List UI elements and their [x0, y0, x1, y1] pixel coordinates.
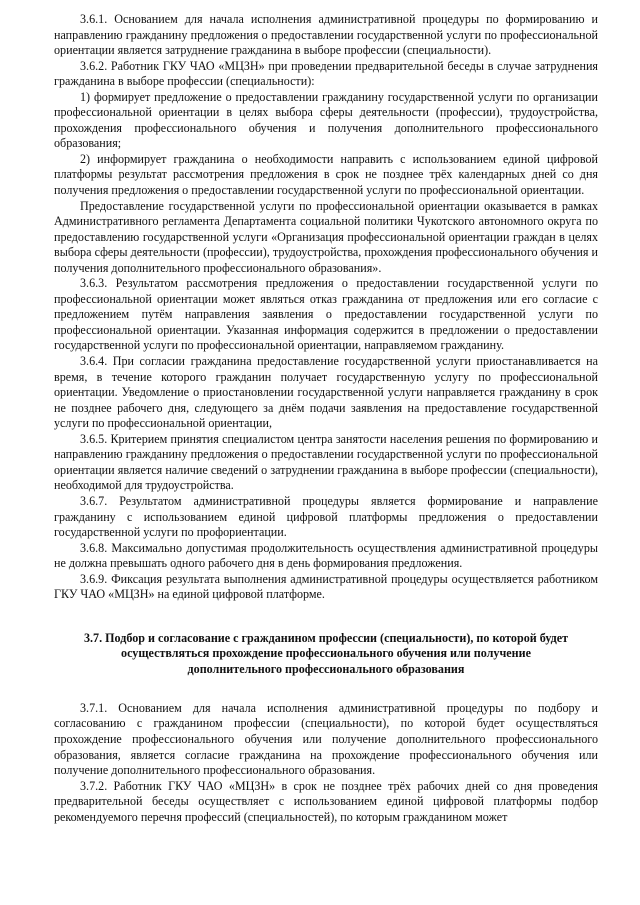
paragraph-3-7-1: 3.7.1. Основанием для начала исполнения административной процедуры по подбору и согласованию с гражданином профессии (специальности), по которой будет осуществляться прохождение профессионального обучения или получение дополнительного профессионального образования, является согласие гражданина на прохождение профессионального обучения или получение дополнительного профессионального образования.	[54, 700, 598, 778]
paragraph-3-6-7: 3.6.7. Результатом административной процедуры является формирование и направление гражданину с использованием единой цифровой платформы предложения о предоставлении государственной услуги по профориентации.	[54, 493, 598, 540]
paragraph-3-6-1: 3.6.1. Основанием для начала исполнения административной процедуры по формированию и направлению гражданину предложения о предоставлении государственной услуги по профессиональной ориентации является затруднение гражданина в выборе профессии (специальности).	[54, 12, 598, 58]
paragraph-3-6-9: 3.6.9. Фиксация результата выполнения административной процедуры осуществляется работником ГКУ ЧАО «МЦЗН» на единой цифровой платформе.	[54, 571, 598, 602]
section-heading-3-7: 3.7. Подбор и согласование с гражданином профессии (специальности), по которой будет осуществляться прохождение профессионального обучения или получение дополнительного профессионального образования	[83, 630, 569, 677]
list-item-1: 1) формирует предложение о предоставлении гражданину государственной услуги по организации профессиональной ориентации в целях выбора сферы деятельности (профессии), трудоустройства, прохождения профессионального обучения и получения дополнительного профессионального образования;	[54, 89, 598, 151]
paragraph-3-6-3: 3.6.3. Результатом рассмотрения предложения о предоставлении государственной услуги по профессиональной ориентации может являться отказ гражданина от предложения или его согласие с предложением путём направления заявления о предоставлении государственной услуги по профессиональной ориентации. Указанная информация содержится в предложении о предоставлении государственной услуги по профессиональной ориентации, направляемом гражданину.	[54, 276, 598, 353]
paragraph-3-6-5: 3.6.5. Критерием принятия специалистом центра занятости населения решения по формированию и направлению гражданину предложения о предоставлении государственной услуги по профессиональной ориентации является наличие сведений о затруднении гражданина в выборе профессии (специальности), необходимой для трудоустройства.	[54, 431, 598, 493]
paragraph-3-6-8: 3.6.8. Максимально допустимая продолжительность осуществления административной процедуры не должна превышать одного рабочего дня в день формирования предложения.	[54, 540, 598, 571]
document-page	[54, 12, 598, 825]
list-item-2: 2) информирует гражданина о необходимости направить с использованием единой цифровой платформы результат рассмотрения предложения в срок не позднее трёх календарных дней со дня получения предложения о предоставлении государственной услуги по профессиональной ориентации.	[54, 151, 598, 198]
paragraph-3-6-4: 3.6.4. При согласии гражданина предоставление государственной услуги приостанавливается на время, в течение которого гражданин получает государственную услугу по профессиональной ориентации. Уведомление о приостановлении государственной услуги направляется гражданину в срок не позднее рабочего дня, следующего за днём подачи заявления на предоставление государственной услуги по профессиональной ориентации,	[54, 354, 598, 431]
paragraph-3-7-2: 3.7.2. Работник ГКУ ЧАО «МЦЗН» в срок не позднее трёх рабочих дней со дня проведения предварительной беседы осуществляет с использованием единой цифровой платформы подбор рекомендуемого перечня профессий (специальностей), по которым гражданином может	[54, 778, 598, 824]
paragraph-regulation-reference: Предоставление государственной услуги по профессиональной ориентации оказывается в рамках Административного регламента Департамента социальной политики Чукотского автономного округа по предоставлению государственной услуги «Организация профессиональной ориентации граждан в целях выбора сферы деятельности (профессии), трудоустройства, прохождения профессионального обучения и получения дополнительного профессионального образования».	[54, 198, 598, 275]
paragraph-3-6-2: 3.6.2. Работник ГКУ ЧАО «МЦЗН» при проведении предварительной беседы в случае затруднения гражданина в выборе профессии (специальности):	[54, 58, 598, 89]
